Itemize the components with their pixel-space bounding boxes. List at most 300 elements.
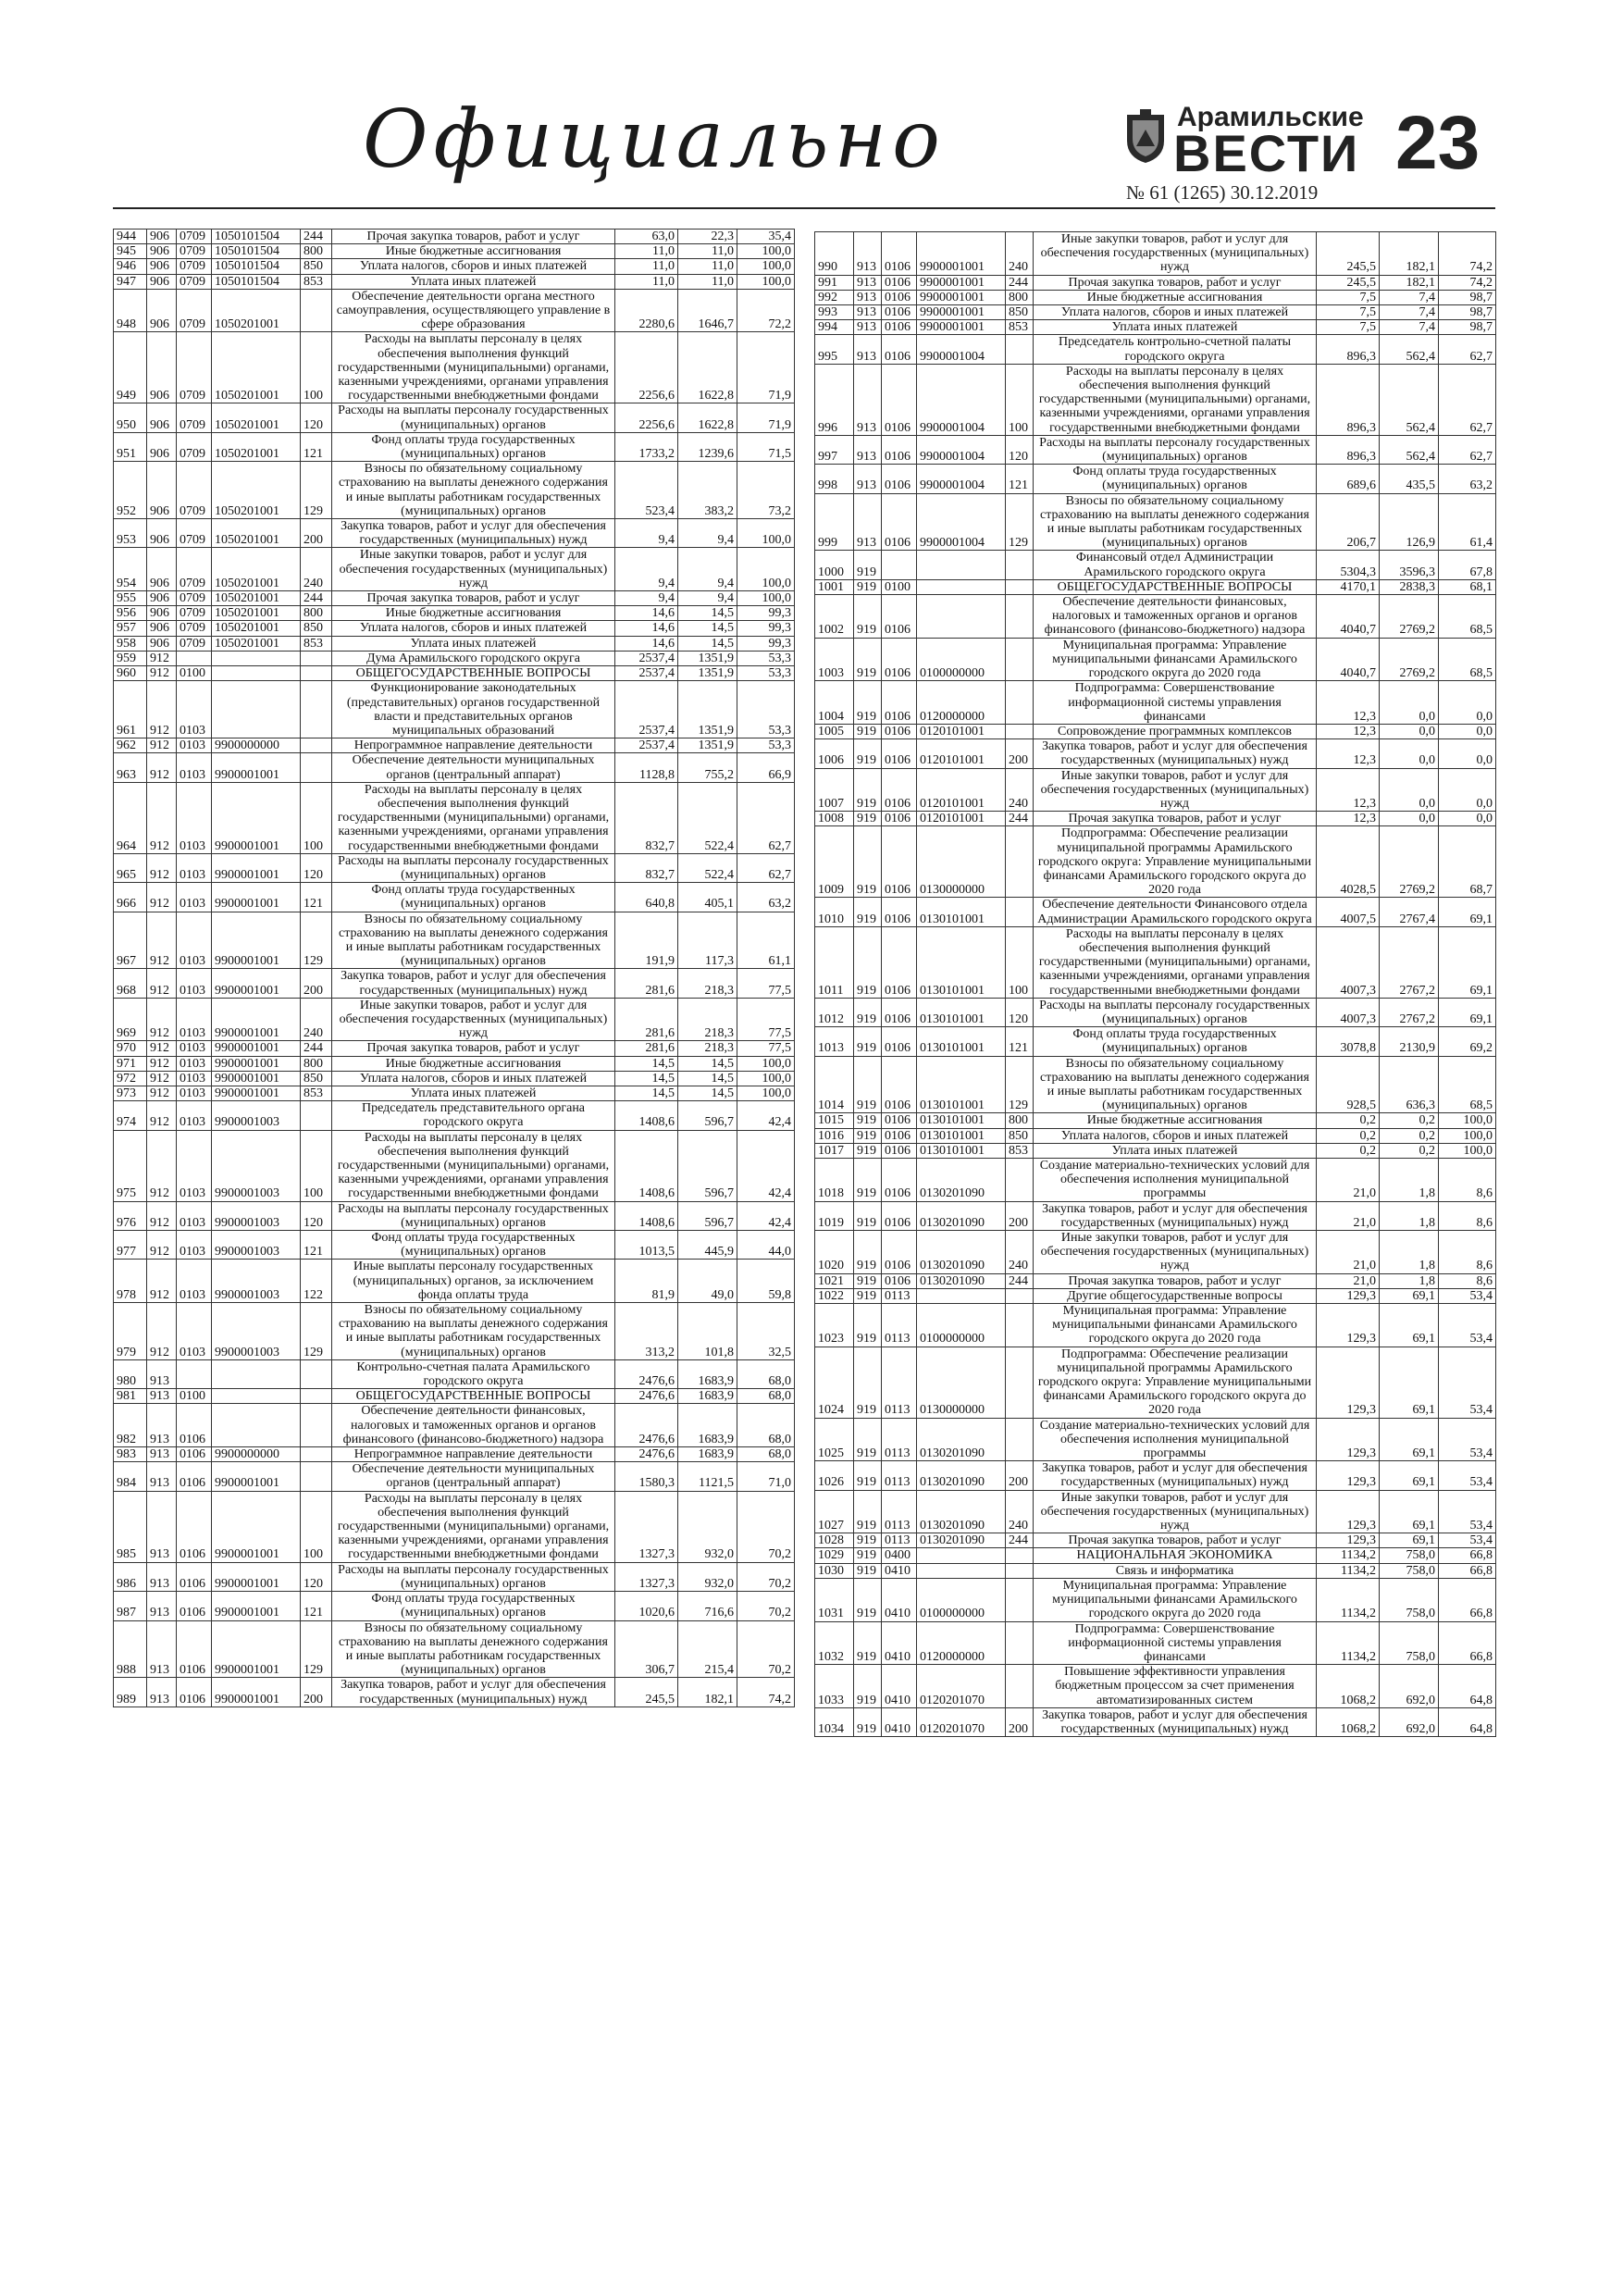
row-number: 1000 [815,551,854,579]
target-article-code [917,1563,1006,1578]
table-row [114,738,795,753]
row-number: 993 [815,305,854,320]
expense-name: Обеспечение деятельности органа местного самоуправления, осуществляющего управление в сфере образования [332,289,615,332]
executed-amount: 1646,7 [678,289,737,332]
row-number: 944 [114,230,147,244]
expense-type-code [301,651,332,665]
section-code: 0410 [882,1563,917,1578]
section-code: 0103 [177,681,212,738]
chief-administrator-code: 919 [854,1231,882,1274]
row-number: 1032 [815,1621,854,1665]
execution-percent: 68,1 [1439,579,1496,594]
expense-type-code [1006,335,1034,364]
expense-type-code [1006,1288,1034,1303]
executed-amount: 932,0 [678,1491,737,1562]
planned-amount: 129,3 [1317,1304,1380,1347]
chief-administrator-code: 913 [854,493,882,551]
expense-type-code [301,1447,332,1462]
target-article-code: 0120101001 [917,724,1006,738]
target-article-code [212,666,301,681]
chief-administrator-code: 919 [854,1707,882,1736]
execution-percent: 53,4 [1439,1418,1496,1461]
row-number: 970 [114,1041,147,1056]
row-number: 1018 [815,1159,854,1202]
section-code: 0103 [177,1101,212,1130]
table-row [815,724,1496,738]
expense-name: Иные закупки товаров, работ и услуг для обеспечения государственных (муниципальных) нужд [1034,232,1317,276]
execution-percent: 66,8 [1439,1621,1496,1665]
chief-administrator-code: 919 [854,1113,882,1128]
row-number: 1029 [815,1548,854,1563]
row-number: 1004 [815,681,854,725]
execution-percent: 99,3 [737,606,795,621]
execution-percent: 53,3 [737,666,795,681]
row-number: 1001 [815,579,854,594]
section-code: 0106 [882,1231,917,1274]
planned-amount: 896,3 [1317,435,1380,464]
expense-name: Закупка товаров, работ и услуг для обеспечения государственных (муниципальных) нужд [332,519,615,548]
execution-percent: 68,0 [737,1359,795,1388]
planned-amount: 12,3 [1317,681,1380,725]
target-article-code: 1050201001 [212,289,301,332]
execution-percent: 100,0 [1439,1128,1496,1143]
chief-administrator-code: 919 [854,1159,882,1202]
table-row [815,1490,1496,1533]
chief-administrator-code: 919 [854,1201,882,1230]
execution-percent: 53,3 [737,738,795,753]
planned-amount: 129,3 [1317,1288,1380,1303]
expense-name: Подпрограмма: Совершенствование информационной системы управления финансами [1034,1621,1317,1665]
section-code: 0106 [882,681,917,725]
expense-name: Дума Арамильского городского округа [332,651,615,665]
planned-amount: 9,4 [615,591,678,606]
chief-administrator-code: 906 [147,591,177,606]
executed-amount: 11,0 [678,259,737,274]
expense-name: Подпрограмма: Обеспечение реализации муниципальной программы Арамильского городского округа: Управление муниципальными финансами Арамильского городского округа до 2020 года [1034,1347,1317,1418]
planned-amount: 2537,4 [615,681,678,738]
execution-percent: 100,0 [737,259,795,274]
execution-percent: 0,0 [1439,739,1496,768]
section-code: 0709 [177,403,212,432]
section-code: 0103 [177,738,212,753]
planned-amount: 12,3 [1317,724,1380,738]
expense-name: Прочая закупка товаров, работ и услуг [1034,1273,1317,1288]
expense-name: Прочая закупка товаров, работ и услуг [1034,275,1317,290]
expense-name: Расходы на выплаты персоналу в целях обеспечения выполнения функций государственными (муниципальными) органами, казенными учреждениями, органами управления государственными внебюджетными фондами [332,1491,615,1562]
chief-administrator-code: 912 [147,738,177,753]
row-number: 953 [114,519,147,548]
planned-amount: 2537,4 [615,666,678,681]
planned-amount: 4007,3 [1317,926,1380,998]
expense-type-code [1006,1347,1034,1418]
expense-type-code: 850 [1006,1128,1034,1143]
target-article-code: 1050101504 [212,230,301,244]
planned-amount: 306,7 [615,1620,678,1678]
execution-percent: 100,0 [737,519,795,548]
expense-type-code: 244 [1006,1533,1034,1548]
execution-percent: 74,2 [1439,275,1496,290]
target-article-code: 9900001001 [212,969,301,998]
expense-name: Непрограммное направление деятельности [332,1447,615,1462]
table-row [815,232,1496,276]
chief-administrator-code: 906 [147,244,177,259]
table-row [114,1130,795,1201]
section-code: 0106 [882,305,917,320]
section-code: 0103 [177,1130,212,1201]
expense-name: Расходы на выплаты персоналу в целях обеспечения выполнения функций государственными (муниципальными) органами, казенными учреждениями, органами управления государственными внебюджетными фондами [1034,926,1317,998]
target-article-code [212,681,301,738]
target-article-code: 0130201090 [917,1231,1006,1274]
section-code: 0106 [177,1447,212,1462]
planned-amount: 129,3 [1317,1533,1380,1548]
expense-name: Взносы по обязательному социальному страхованию на выплаты денежного содержания и иные выплаты работникам государственных (муниципальных) органов [1034,493,1317,551]
chief-administrator-code: 912 [147,853,177,882]
row-number: 945 [114,244,147,259]
section-code: 0106 [882,320,917,335]
expense-type-code: 240 [301,998,332,1041]
executed-amount: 1351,9 [678,681,737,738]
execution-percent: 100,0 [737,1086,795,1100]
expense-type-code: 853 [301,274,332,289]
expense-name: Фонд оплаты труда государственных (муниципальных) органов [332,883,615,912]
target-article-code: 0130201090 [917,1490,1006,1533]
chief-administrator-code: 912 [147,1260,177,1303]
expense-name: Уплата иных платежей [1034,1143,1317,1158]
planned-amount: 523,4 [615,462,678,519]
expense-name: Обеспечение деятельности муниципальных органов (центральный аппарат) [332,1462,615,1491]
executed-amount: 445,9 [678,1231,737,1260]
planned-amount: 1327,3 [615,1491,678,1562]
section-code: 0709 [177,244,212,259]
expense-name: Иные бюджетные ассигнования [1034,1113,1317,1128]
row-number: 992 [815,290,854,304]
execution-percent: 59,8 [737,1260,795,1303]
table-row [815,1273,1496,1288]
section-code: 0113 [882,1418,917,1461]
target-article-code: 0120000000 [917,681,1006,725]
expense-type-code: 121 [301,1592,332,1620]
executed-amount: 2769,2 [1380,826,1439,898]
table-row [114,666,795,681]
budget-table-left-body [114,230,795,1707]
executed-amount: 215,4 [678,1620,737,1678]
target-article-code: 9900001001 [917,232,1006,276]
table-row [114,883,795,912]
planned-amount: 12,3 [1317,768,1380,812]
expense-type-code: 850 [301,621,332,636]
executed-amount: 9,4 [678,591,737,606]
executed-amount: 69,1 [1380,1418,1439,1461]
target-article-code: 9900001001 [917,305,1006,320]
section-code: 0106 [882,435,917,464]
section-code: 0106 [882,739,917,768]
target-article-code: 0130201090 [917,1201,1006,1230]
page-header [0,0,1623,209]
expense-type-code [301,1404,332,1447]
section-code: 0106 [882,290,917,304]
row-number: 1033 [815,1665,854,1708]
execution-percent: 0,0 [1439,812,1496,826]
target-article-code: 9900001003 [212,1201,301,1230]
execution-percent: 71,9 [737,332,795,403]
executed-amount: 522,4 [678,782,737,853]
budget-table-right [814,231,1496,1737]
planned-amount: 21,0 [1317,1201,1380,1230]
executed-amount: 49,0 [678,1260,737,1303]
expense-name: Обеспечение деятельности финансовых, налоговых и таможенных органов и органов финансового (финансово-бюджетного) надзора [332,1404,615,1447]
table-row [114,289,795,332]
table-row [114,853,795,882]
target-article-code: 9900001001 [212,1071,301,1086]
section-code: 0103 [177,883,212,912]
executed-amount: 14,5 [678,1086,737,1100]
row-number: 967 [114,912,147,969]
row-number: 972 [114,1071,147,1086]
chief-administrator-code: 906 [147,289,177,332]
expense-type-code [1006,579,1034,594]
row-number: 999 [815,493,854,551]
section-code: 0709 [177,274,212,289]
row-number: 1014 [815,1056,854,1113]
table-row [114,1678,795,1706]
planned-amount: 1128,8 [615,753,678,782]
expense-name: ОБЩЕГОСУДАРСТВЕННЫЕ ВОПРОСЫ [332,666,615,681]
table-row [815,1027,1496,1056]
row-number: 1017 [815,1143,854,1158]
row-number: 988 [114,1620,147,1678]
target-article-code: 9900001004 [917,364,1006,435]
expense-name: Прочая закупка товаров, работ и услуг [332,1041,615,1056]
execution-percent: 68,5 [1439,595,1496,639]
executed-amount: 0,2 [1380,1143,1439,1158]
target-article-code: 1050201001 [212,432,301,461]
expense-type-code: 120 [1006,435,1034,464]
target-article-code: 9900001001 [917,290,1006,304]
table-row [815,681,1496,725]
expense-type-code [301,1101,332,1130]
expense-name: Расходы на выплаты персоналу в целях обеспечения выполнения функций государственными (муниципальными) органами, казенными учреждениями, органами управления государственными внебюджетными фондами [1034,364,1317,435]
planned-amount: 12,3 [1317,739,1380,768]
section-code: 0709 [177,621,212,636]
expense-name: Закупка товаров, работ и услуг для обеспечения государственных (муниципальных) нужд [1034,1707,1317,1736]
chief-administrator-code: 913 [854,435,882,464]
executed-amount: 7,4 [1380,320,1439,335]
row-number: 958 [114,636,147,651]
section-code: 0100 [177,666,212,681]
section-code: 0103 [177,1071,212,1086]
section-code: 0410 [882,1578,917,1621]
expense-name: Закупка товаров, работ и услуг для обеспечения государственных (муниципальных) нужд [1034,1461,1317,1490]
section-code: 0106 [882,1128,917,1143]
execution-percent: 62,7 [737,782,795,853]
row-number: 963 [114,753,147,782]
target-article-code: 9900001001 [212,1041,301,1056]
section-code: 0103 [177,1056,212,1071]
section-code: 0106 [882,1273,917,1288]
expense-name: Расходы на выплаты персоналу государственных (муниципальных) органов [1034,998,1317,1026]
table-row [815,320,1496,335]
target-article-code [212,1359,301,1388]
section-code: 0106 [882,1201,917,1230]
planned-amount: 640,8 [615,883,678,912]
chief-administrator-code: 919 [854,898,882,926]
expense-name: ОБЩЕГОСУДАРСТВЕННЫЕ ВОПРОСЫ [1034,579,1317,594]
executed-amount: 562,4 [1380,364,1439,435]
target-article-code: 1050101504 [212,259,301,274]
section-code: 0103 [177,782,212,853]
row-number: 946 [114,259,147,274]
expense-type-code: 240 [301,548,332,591]
section-code: 0106 [882,465,917,493]
table-row [114,332,795,403]
row-number: 971 [114,1056,147,1071]
row-number: 987 [114,1592,147,1620]
chief-administrator-code: 913 [147,1462,177,1491]
row-number: 998 [815,465,854,493]
execution-percent: 0,0 [1439,724,1496,738]
execution-percent: 70,2 [737,1592,795,1620]
expense-type-code: 853 [301,636,332,651]
table-row [815,926,1496,998]
row-number: 1016 [815,1128,854,1143]
expense-name: Взносы по обязательному социальному страхованию на выплаты денежного содержания и иные выплаты работникам государственных (муниципальных) органов [332,912,615,969]
executed-amount: 0,0 [1380,812,1439,826]
executed-amount: 0,2 [1380,1113,1439,1128]
execution-percent: 70,2 [737,1562,795,1591]
row-number: 989 [114,1678,147,1706]
table-row [815,1231,1496,1274]
target-article-code: 1050201001 [212,636,301,651]
executed-amount: 758,0 [1380,1548,1439,1563]
chief-administrator-code: 919 [854,1273,882,1288]
planned-amount: 928,5 [1317,1056,1380,1113]
target-article-code: 0120101001 [917,739,1006,768]
expense-type-code: 129 [301,1303,332,1360]
section-code: 0106 [882,638,917,681]
expense-type-code: 853 [1006,320,1034,335]
planned-amount: 14,6 [615,606,678,621]
expense-name: Уплата иных платежей [332,636,615,651]
expense-type-code [1006,724,1034,738]
expense-name: Создание материально-технических условий для обеспечения исполнения муниципальной программы [1034,1418,1317,1461]
expense-type-code: 100 [1006,364,1034,435]
table-row [815,1621,1496,1665]
planned-amount: 5304,3 [1317,551,1380,579]
expense-type-code: 121 [301,432,332,461]
target-article-code [212,651,301,665]
expense-type-code: 800 [1006,290,1034,304]
chief-administrator-code: 913 [147,1620,177,1678]
expense-name: ОБЩЕГОСУДАРСТВЕННЫЕ ВОПРОСЫ [332,1389,615,1404]
expense-name: Взносы по обязательному социальному страхованию на выплаты денежного содержания и иные выплаты работникам государственных (муниципальных) органов [332,1620,615,1678]
chief-administrator-code: 913 [854,320,882,335]
expense-type-code: 129 [1006,1056,1034,1113]
section-code: 0103 [177,969,212,998]
execution-percent: 64,8 [1439,1665,1496,1708]
execution-percent: 62,7 [1439,364,1496,435]
planned-amount: 689,6 [1317,465,1380,493]
execution-percent: 77,5 [737,1041,795,1056]
right-column [814,231,1495,1737]
section-code: 0106 [882,812,917,826]
executed-amount: 126,9 [1380,493,1439,551]
executed-amount: 14,5 [678,1056,737,1071]
section-code: 0106 [177,1462,212,1491]
planned-amount: 281,6 [615,969,678,998]
table-row [114,1086,795,1100]
section-code: 0106 [882,493,917,551]
target-article-code: 1050201001 [212,403,301,432]
table-row [815,1563,1496,1578]
row-number: 996 [815,364,854,435]
planned-amount: 2476,6 [615,1389,678,1404]
execution-percent: 61,1 [737,912,795,969]
planned-amount: 1733,2 [615,432,678,461]
chief-administrator-code: 912 [147,912,177,969]
planned-amount: 14,5 [615,1056,678,1071]
chief-administrator-code: 912 [147,883,177,912]
target-article-code: 0120201070 [917,1665,1006,1708]
expense-name: Уплата налогов, сборов и иных платежей [332,621,615,636]
row-number: 1034 [815,1707,854,1736]
table-row [815,493,1496,551]
executed-amount: 69,1 [1380,1347,1439,1418]
expense-type-code: 244 [301,1041,332,1056]
planned-amount: 63,0 [615,230,678,244]
row-number: 1002 [815,595,854,639]
executed-amount: 383,2 [678,462,737,519]
planned-amount: 7,5 [1317,290,1380,304]
table-row [815,435,1496,464]
execution-percent: 100,0 [1439,1113,1496,1128]
table-row [815,1056,1496,1113]
expense-type-code: 800 [301,606,332,621]
table-row [114,1447,795,1462]
chief-administrator-code: 912 [147,753,177,782]
chief-administrator-code: 912 [147,1071,177,1086]
expense-name: Непрограммное направление деятельности [332,738,615,753]
execution-percent: 0,0 [1439,681,1496,725]
planned-amount: 0,2 [1317,1113,1380,1128]
expense-type-code: 850 [301,1071,332,1086]
planned-amount: 2476,6 [615,1404,678,1447]
planned-amount: 21,0 [1317,1273,1380,1288]
section-code: 0106 [882,898,917,926]
table-row [114,1260,795,1303]
execution-percent: 100,0 [737,548,795,591]
expense-name: Иные закупки товаров, работ и услуг для обеспечения государственных (муниципальных) нужд [332,548,615,591]
chief-administrator-code: 912 [147,666,177,681]
row-number: 1019 [815,1201,854,1230]
table-row [815,305,1496,320]
expense-type-code [1006,1548,1034,1563]
planned-amount: 832,7 [615,782,678,853]
target-article-code: 9900001001 [212,853,301,882]
target-article-code: 9900001001 [212,998,301,1041]
table-row [114,1359,795,1388]
expense-name: Обеспечение деятельности муниципальных органов (центральный аппарат) [332,753,615,782]
execution-percent: 66,8 [1439,1548,1496,1563]
section-code: 0709 [177,636,212,651]
expense-type-code: 129 [301,912,332,969]
section-code: 0113 [882,1304,917,1347]
target-article-code: 9900001001 [212,1491,301,1562]
execution-percent: 100,0 [737,1056,795,1071]
execution-percent: 53,4 [1439,1288,1496,1303]
target-article-code: 0130101001 [917,926,1006,998]
expense-type-code: 240 [1006,232,1034,276]
executed-amount: 1683,9 [678,1447,737,1462]
